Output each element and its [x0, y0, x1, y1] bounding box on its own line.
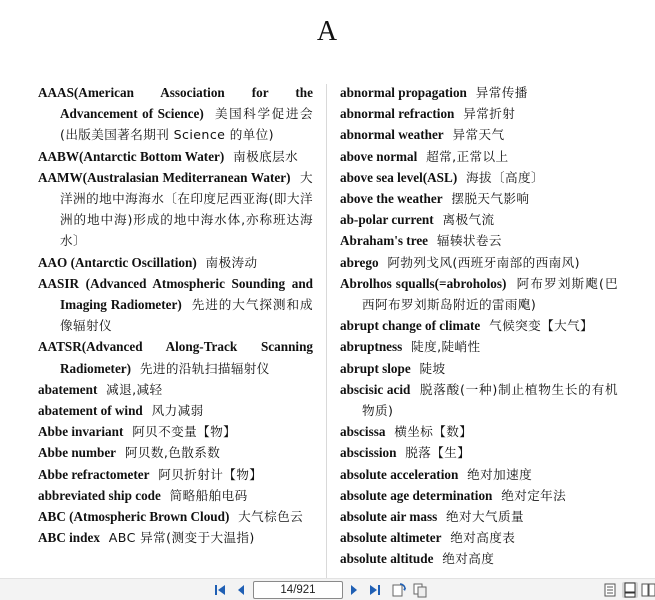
entry-term: abatement [38, 381, 98, 397]
entry-definition: 横坐标【数】 [394, 424, 473, 440]
entry-term: Abrolhos squalls(=abroholos) [340, 275, 507, 291]
entry-term: AASIR (Advanced Atmospheric Sounding and Imaging Radiometer) [38, 275, 313, 313]
entry-term: absolute age determination [340, 487, 493, 503]
previous-page-icon[interactable] [234, 582, 248, 598]
copy-page-icon[interactable] [412, 582, 428, 598]
entry-term: ABC (Atmospheric Brown Cloud) [38, 509, 230, 525]
section-letter-heading: A [316, 16, 339, 47]
dictionary-entry [340, 422, 618, 443]
entry-term: above normal [340, 148, 418, 164]
dictionary-entry [38, 422, 313, 443]
entry-term: Abraham's tree [340, 233, 429, 249]
dictionary-entry [340, 549, 618, 570]
skip-to-last-icon[interactable] [368, 582, 382, 598]
dictionary-entry [38, 147, 313, 168]
entry-term: abscission [340, 445, 397, 461]
entry-definition: 绝对大气质量 [446, 509, 524, 525]
entry-term: absolute altitude [340, 551, 434, 567]
rotate-page-icon[interactable] [391, 582, 407, 598]
entry-term: abnormal weather [340, 127, 444, 143]
next-page-icon[interactable] [347, 582, 361, 598]
entry-term: abnormal refraction [340, 106, 455, 122]
entry-term: AATSR(Advanced Along-Track Scanning Radiometer) [38, 339, 313, 376]
entry-definition: 陡度,陡峭性 [411, 339, 481, 355]
dictionary-entry [340, 210, 618, 231]
dictionary-entry [340, 443, 618, 464]
entry-definition: 大洋洲的地中海海水〔在印度尼西亚海(即大洋洲的地中海)形成的地中海水体,亦称班达海水〕 [60, 169, 313, 249]
dictionary-entry [38, 528, 313, 549]
page-number-field[interactable]: 14/921 [253, 581, 343, 599]
entry-term: abbreviated ship code [38, 487, 161, 503]
entry-term: Abbe number [38, 445, 117, 461]
entry-definition: 绝对定年法 [501, 487, 567, 503]
dictionary-entry [38, 337, 313, 379]
dictionary-entry [38, 507, 313, 528]
entry-definition: 大气棕色云 [238, 509, 304, 525]
dictionary-entry [340, 83, 618, 104]
dictionary-entry [340, 168, 618, 189]
entry-definition: 陡坡 [419, 360, 446, 376]
dictionary-entry [38, 168, 313, 253]
entry-definition: 气候突变【大气】 [489, 318, 594, 334]
column-divider [326, 84, 327, 578]
entry-definition: 美国科学促进会(出版美国著名期刊 Science 的单位) [60, 106, 313, 143]
dictionary-entry [38, 401, 313, 422]
entry-term: above sea level(ASL) [340, 169, 458, 185]
entry-definition: 简略船舶电码 [169, 487, 248, 503]
entry-definition: 摆脱天气影响 [451, 191, 530, 207]
entry-term: abnormal propagation [340, 85, 467, 100]
entry-definition: 异常传播 [475, 85, 528, 100]
dictionary-entry [340, 231, 618, 252]
entry-definition: 减退,减轻 [106, 381, 163, 397]
entry-definition: 阿布罗刘斯飑(巴西阿布罗刘斯岛附近的雷雨飑) [362, 275, 618, 313]
double-page-view-icon[interactable] [641, 582, 655, 598]
entry-definition: 脱落【生】 [405, 445, 471, 461]
dictionary-entry [38, 253, 313, 274]
left-column [38, 83, 313, 549]
entry-definition: 离极气流 [442, 212, 495, 228]
entry-term: ABC index [38, 530, 100, 546]
entry-definition: 绝对高度 [442, 551, 495, 567]
entry-term: abrupt slope [340, 360, 411, 376]
entry-definition: 阿贝折射计【物】 [158, 466, 263, 482]
entry-definition: 辐辏状卷云 [436, 233, 502, 249]
entry-term: ab-polar current [340, 212, 434, 228]
entry-term: abruptness [340, 339, 403, 355]
dictionary-entry [340, 316, 618, 337]
entry-definition: 阿贝不变量【物】 [132, 424, 237, 440]
dictionary-entry [340, 528, 618, 549]
entry-term: abscisic acid [340, 381, 411, 397]
entry-definition: 先进的沿轨扫描辐射仪 [139, 360, 270, 376]
dictionary-entry [38, 274, 313, 338]
dictionary-entry [340, 337, 618, 358]
entry-definition: ABC 异常(测变于大温指) [108, 530, 255, 546]
entry-definition: 阿贝数,色散系数 [124, 445, 221, 461]
dictionary-entry [38, 443, 313, 464]
entry-term: absolute acceleration [340, 466, 459, 482]
dictionary-entry [38, 83, 313, 147]
entry-term: Abbe invariant [38, 424, 124, 440]
entry-term: absolute air mass [340, 509, 438, 525]
entry-definition: 南极底层水 [233, 148, 299, 164]
continuous-view-icon[interactable] [622, 582, 638, 598]
right-column [340, 83, 618, 571]
single-page-view-icon[interactable] [602, 582, 618, 598]
entry-term: AAO (Antarctic Oscillation) [38, 254, 197, 270]
entry-definition: 异常折射 [463, 106, 516, 122]
dictionary-entry [340, 104, 618, 125]
dictionary-entry [340, 189, 618, 210]
entry-definition: 超常,正常以上 [426, 148, 509, 164]
entry-definition: 脱落酸(一种)制止植物生长的有机物质) [362, 381, 619, 419]
entry-term: abatement of wind [38, 403, 143, 419]
entry-definition: 绝对高度表 [450, 530, 516, 546]
entry-term: Abbe refractometer [38, 466, 150, 482]
dictionary-entry [38, 380, 313, 401]
dictionary-entry [38, 465, 313, 486]
skip-to-first-icon[interactable] [213, 582, 227, 598]
entry-definition: 异常天气 [452, 127, 505, 143]
dictionary-entry [340, 147, 618, 168]
entry-term: AABW(Antarctic Bottom Water) [38, 148, 225, 164]
entry-term: AAAS(American Association for the Advancement of Science) [38, 85, 313, 122]
dictionary-entry [340, 507, 618, 528]
entry-term: abrupt change of climate [340, 318, 481, 334]
dictionary-entry [340, 274, 618, 316]
dictionary-entry [340, 253, 618, 274]
dictionary-entry [38, 486, 313, 507]
entry-definition: 绝对加速度 [467, 466, 533, 482]
entry-definition: 南极涛动 [205, 254, 258, 270]
entry-term: abrego [340, 254, 379, 270]
entry-term: above the weather [340, 191, 443, 207]
dictionary-entry [340, 359, 618, 380]
dictionary-entry [340, 465, 618, 486]
dictionary-entry [340, 380, 618, 422]
entry-term: AAMW(Australasian Mediterranean Water) [38, 169, 291, 185]
entry-definition: 海拔〔高度〕 [466, 169, 544, 185]
entry-definition: 先进的大气探测和成像辐射仪 [60, 297, 313, 334]
dictionary-entry [340, 125, 618, 146]
bottom-toolbar [0, 578, 655, 600]
entry-definition: 阿勃列戈风(西班牙南部的西南风) [387, 254, 580, 270]
dictionary-entry [340, 486, 618, 507]
entry-definition: 风力减弱 [151, 403, 204, 419]
entry-term: absolute altimeter [340, 530, 442, 546]
entry-term: abscissa [340, 424, 386, 440]
